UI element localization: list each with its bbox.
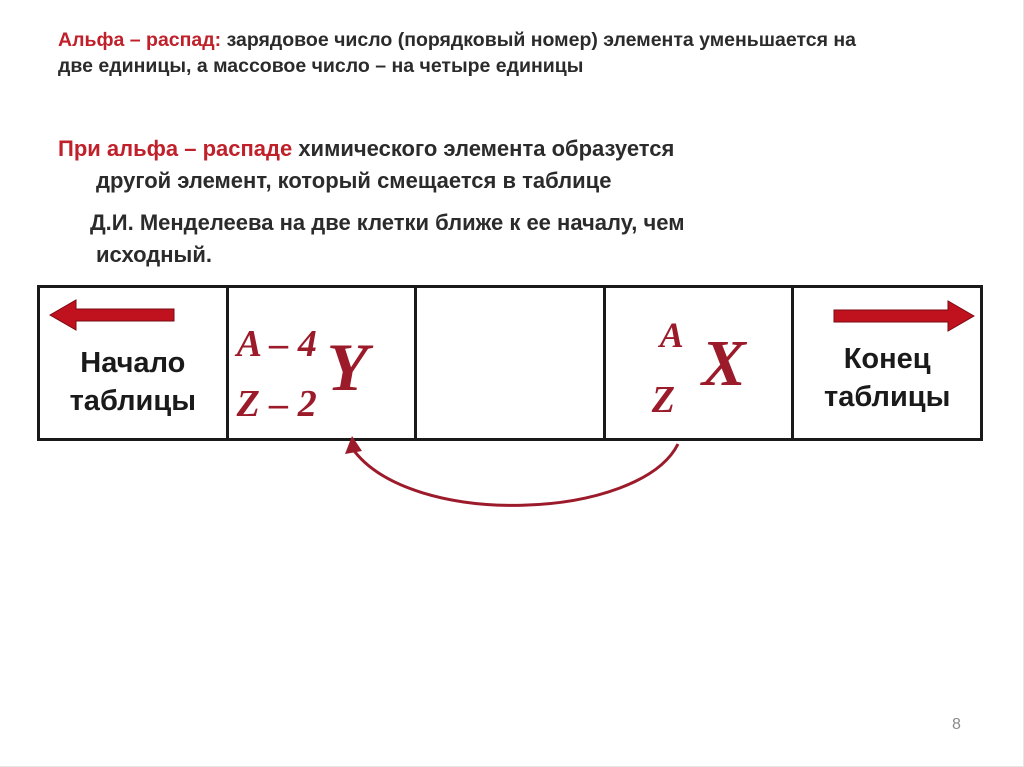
table-end-label-line1: Конец [843,343,931,375]
alpha-decay-definition [58,27,878,79]
alpha-decay-rule-term: При альфа – распаде [58,136,293,161]
alpha-decay-rule-text-3: Д.И. Менделеева на две клетки ближе к ее началу, чем [90,210,685,235]
right-arrow-icon [834,301,974,331]
table-cell-parent [604,287,793,440]
periodic-table-strip [37,285,983,441]
parent-element-symbol: X [701,327,746,400]
product-element-symbol: Y [326,329,369,405]
table-cell-start [39,287,228,440]
alpha-decay-rule-continued [74,207,914,271]
alpha-decay-rule-text-1: химического элемента образуется [292,136,675,161]
table-end-label-line2: таблицы [824,381,951,413]
product-charge-number: Z – 2 [236,383,317,425]
alpha-decay-rule-text-2: другой элемент, который смещается в таблице [96,168,612,193]
table-cell-empty [416,287,605,440]
table-start-label [40,344,226,420]
alpha-decay-definition-text: зарядовое число (порядковый номер) элемента уменьшается на две единицы, а массовое число – на четыре единицы [58,29,857,77]
page-number: 8 [952,716,961,733]
table-cell-product [227,287,416,440]
table-start-label-line1: Начало [80,347,186,379]
alpha-decay-term: Альфа – распад: [58,29,222,51]
product-mass-number: A – 4 [236,323,317,365]
parent-charge-number: Z [651,379,675,421]
table-end-label [794,340,980,416]
table-start-label-line2: таблицы [69,385,196,417]
parent-mass-number: A [659,315,684,355]
alpha-decay-rule-text-4: исходный. [96,242,212,267]
left-arrow-icon [50,300,190,330]
table-cell-end [793,287,982,440]
alpha-decay-rule [58,133,898,197]
